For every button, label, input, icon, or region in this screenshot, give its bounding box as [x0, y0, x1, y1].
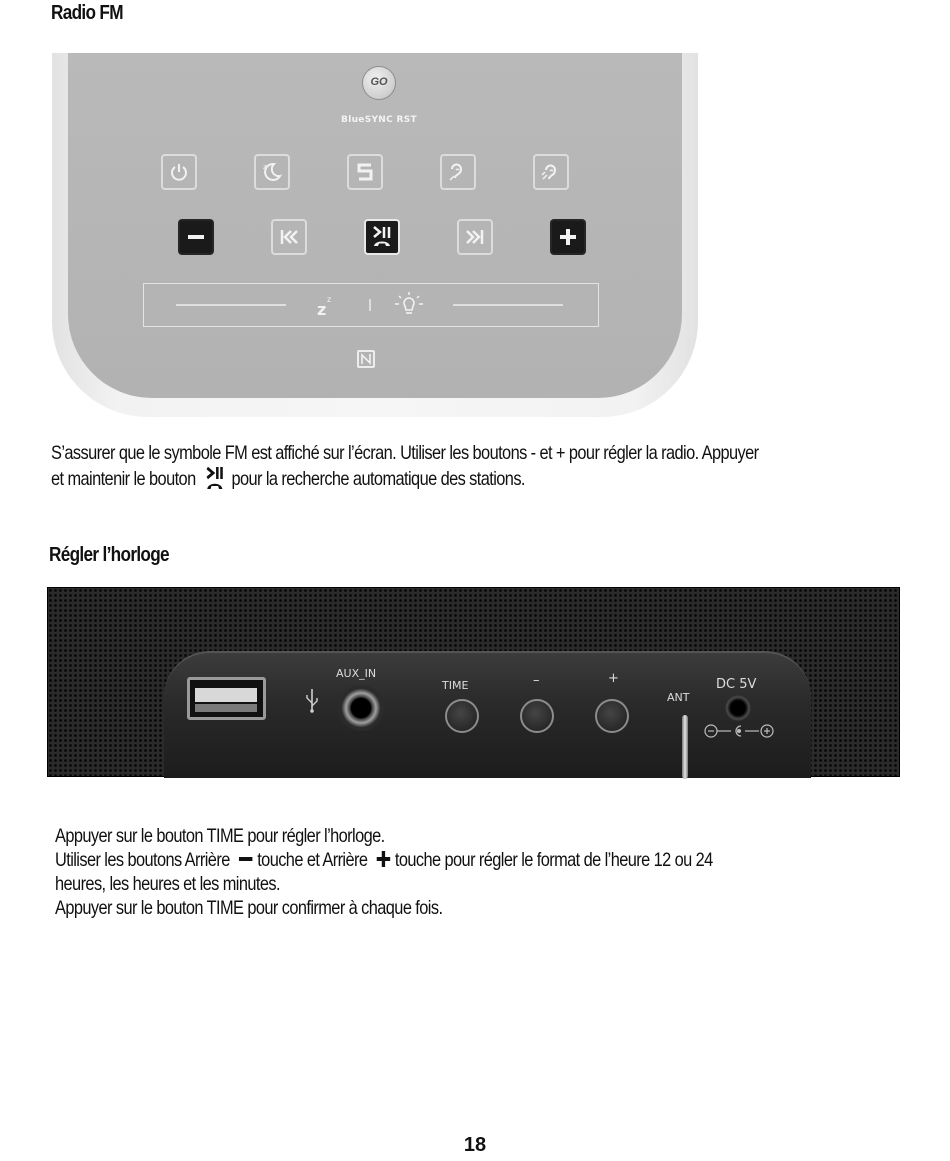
- power-button: [161, 154, 197, 190]
- usb-icon: [305, 687, 319, 713]
- play-pause-call-icon-inline: [205, 465, 227, 491]
- port-panel: [164, 651, 811, 778]
- clock-instructions-line-2: [55, 848, 713, 872]
- plus-button-hardware: [595, 699, 629, 733]
- radio-instructions: [51, 441, 759, 491]
- minus-button-hardware: [520, 699, 554, 733]
- ant-label: ANT: [667, 691, 690, 704]
- s-mode-icon: [353, 160, 377, 184]
- minus-label: –: [533, 673, 540, 688]
- control-panel-image: [52, 53, 698, 417]
- dc-5v-label: DC 5V: [716, 677, 757, 692]
- clock-instructions-line-3: heures, les heures et les minutes.: [55, 873, 280, 895]
- light-bulb-icon: [394, 290, 424, 320]
- antenna-wire: [682, 715, 688, 779]
- nfc-icon: [357, 350, 375, 368]
- control-panel-face: [68, 53, 682, 398]
- ear-low-icon: [446, 160, 470, 184]
- section-heading-radio: Radio FM: [51, 2, 123, 24]
- svg-text:z: z: [327, 295, 332, 304]
- dc-jack: [725, 695, 751, 721]
- page-number: 18: [463, 1134, 487, 1156]
- usb-port: [187, 677, 266, 720]
- play-pause-call-icon: [370, 224, 394, 250]
- slider-graphics: [143, 283, 599, 327]
- touch-slider: [143, 283, 599, 327]
- svg-text:z: z: [317, 300, 327, 317]
- radio-instructions-line-1: S’assurer que le symbole FM est affiché sur l’écran. Utiliser les boutons - et + pour régler la radio. Appuyer: [51, 442, 759, 464]
- minus-button: [178, 219, 214, 255]
- previous-button: [271, 219, 307, 255]
- clock-instructions-line-4: Appuyer sur le bouton TIME pour confirmer à chaque fois.: [55, 897, 443, 919]
- next-button: [457, 219, 493, 255]
- polarity-icon: [703, 723, 783, 739]
- previous-icon: [277, 226, 301, 248]
- aux-in-label: AUX_IN: [336, 667, 377, 680]
- next-icon: [463, 226, 487, 248]
- ear-high-button: [533, 154, 569, 190]
- plus-icon-inline: [376, 850, 391, 868]
- radio-instructions-line-2-end: pour la recherche automatique des stations.: [231, 468, 525, 490]
- sleep-button: [254, 154, 290, 190]
- go-logo: GO: [362, 66, 396, 100]
- power-icon: [168, 161, 190, 183]
- minus-icon: [185, 226, 207, 248]
- aux-jack: [338, 685, 384, 731]
- ear-high-icon: [539, 160, 563, 184]
- ear-low-button: [440, 154, 476, 190]
- panel-brand-label: BlueSYNC RST: [341, 115, 417, 125]
- plus-label: +: [608, 671, 619, 686]
- plus-icon: [557, 226, 579, 248]
- svg-text:z: z: [263, 163, 267, 171]
- clock-instructions: [55, 824, 713, 920]
- section-heading-clock: Régler l’horloge: [49, 544, 169, 566]
- radio-instructions-line-2-start: et maintenir le bouton: [51, 468, 196, 490]
- clock-instructions-line-1: Appuyer sur le bouton TIME pour régler l’horloge.: [55, 825, 385, 847]
- clock-instructions-line-2-c: touche pour régler le format de l’heure 12 ou 24: [394, 849, 713, 871]
- speaker-back-photo: [48, 588, 899, 776]
- sleep-moon-icon: [260, 160, 284, 184]
- time-label: TIME: [442, 679, 469, 692]
- play-pause-button: [364, 219, 400, 255]
- time-button: [445, 699, 479, 733]
- minus-icon-inline: [238, 853, 253, 865]
- mode-button: [347, 154, 383, 190]
- radio-instructions-line-2: [51, 465, 759, 491]
- plus-button: [550, 219, 586, 255]
- sleep-zz-icon: [316, 293, 336, 317]
- clock-instructions-line-2-b: touche et Arrière: [257, 849, 368, 871]
- clock-instructions-line-2-a: Utiliser les boutons Arrière: [55, 849, 230, 871]
